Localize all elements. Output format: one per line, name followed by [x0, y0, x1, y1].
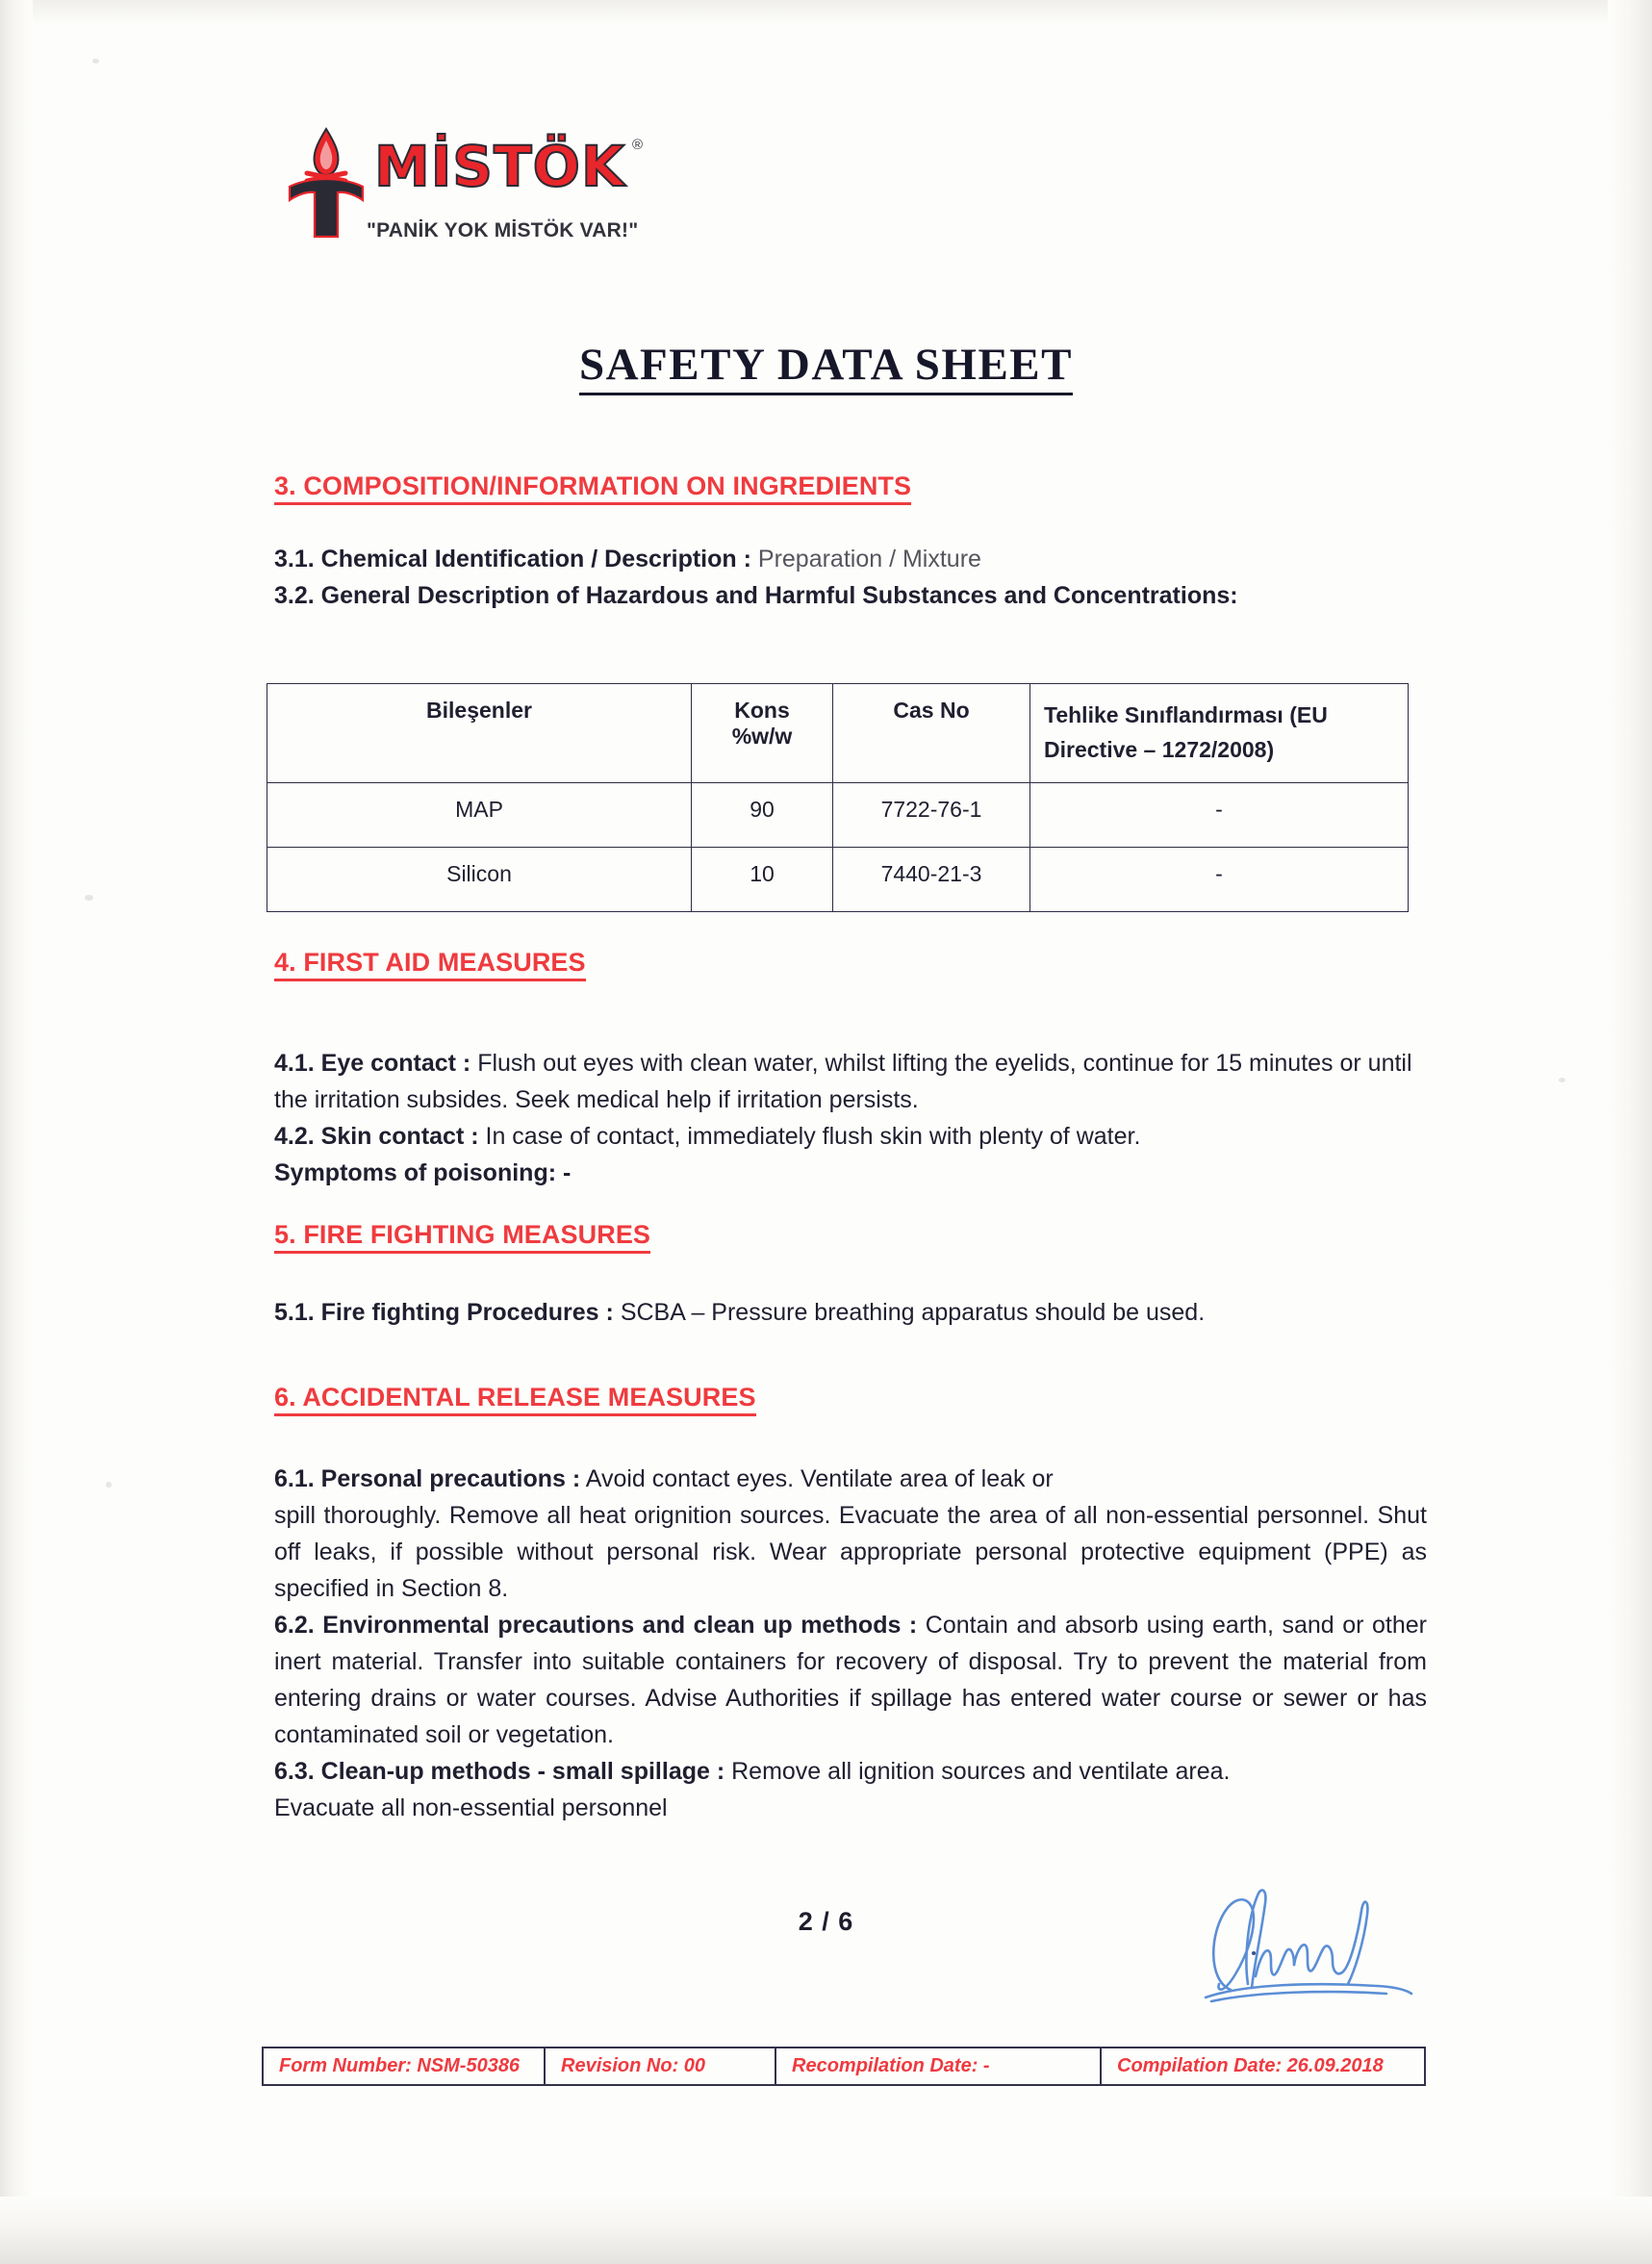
section-6-2-text: Contain and absorb using earth, sand or other inert material. Transfer into suitable containers for recovery of disposal. Try to prevent the material from entering drains or water courses. Advise Authorities if spillage has entered water course or sewer or has contaminated soil or vegetation. [274, 1612, 1427, 1748]
section-4-symptoms-label: Symptoms of poisoning: - [274, 1159, 572, 1186]
footer-recompilation-date: Recompilation Date: - [775, 2048, 1101, 2085]
section-6-2 [274, 1607, 1427, 1753]
footer-compilation-date: Compilation Date: 26.09.2018 [1101, 2048, 1425, 2085]
column-header-hazard-line2: Directive – 1272/2008) [1044, 737, 1275, 762]
section-4-2-text: In case of contact, immediately flush skin with plenty of water. [485, 1123, 1141, 1150]
handwritten-signature [1188, 1876, 1438, 2021]
scan-edge-top [0, 0, 1652, 25]
footer-form-number: Form Number: NSM-50386 [263, 2048, 545, 2085]
scan-speck [92, 59, 99, 64]
section-4-2-label: 4.2. Skin contact : [274, 1123, 479, 1150]
section-4-1 [274, 1045, 1429, 1118]
scan-speck [106, 1482, 112, 1488]
column-header-hazard-line1: Tehlike Sınıflandırması (EU [1044, 702, 1328, 727]
cell-cas-no: 7722-76-1 [833, 783, 1030, 848]
section-6-3-text-continued: Evacuate all non-essential personnel [274, 1794, 668, 1821]
ingredients-table [267, 683, 1409, 912]
cell-hazard-class: - [1030, 783, 1409, 848]
scan-edge-bottom [0, 2197, 1652, 2264]
cell-hazard-class: - [1030, 848, 1409, 912]
table-row [267, 783, 1409, 848]
section-6-2-label: 6.2. Environmental precautions and clean up methods : [274, 1612, 918, 1639]
page-title-text: SAFETY DATA SHEET [579, 340, 1073, 395]
section-heading-3-text: 3. COMPOSITION/INFORMATION ON INGREDIENTS [274, 471, 911, 505]
section-5-1-label: 5.1. Fire fighting Procedures : [274, 1299, 614, 1326]
column-header-concentration-line2: %w/w [731, 724, 793, 749]
company-logo [274, 123, 678, 277]
cell-component: Silicon [267, 848, 692, 912]
column-header-cas-no: Cas No [833, 684, 1030, 783]
section-6-3-text: Remove all ignition sources and ventilate area. [731, 1758, 1231, 1785]
section-3-1-label: 3.1. Chemical Identification / Description : [274, 546, 751, 572]
cell-concentration: 10 [692, 848, 833, 912]
footer-row [263, 2048, 1425, 2085]
flame-extinguisher-icon [274, 125, 378, 239]
cell-concentration: 90 [692, 783, 833, 848]
registered-trademark-icon: ® [632, 137, 644, 153]
section-3-1-value: Preparation / Mixture [757, 546, 981, 572]
cell-cas-no: 7440-21-3 [833, 848, 1030, 912]
section-6-1-first-line [274, 1461, 1427, 1497]
section-heading-4-text: 4. FIRST AID MEASURES [274, 948, 586, 981]
table-header-row [267, 684, 1409, 783]
section-6-1-text: Avoid contact eyes. Ventilate area of leak or [585, 1465, 1054, 1492]
footer-revision-no: Revision No: 00 [545, 2048, 775, 2085]
section-4-1-text: Flush out eyes with clean water, whilst lifting the eyelids, continue for 15 minutes or until the irritation subsides. Seek medical help if irritation persists. [274, 1050, 1412, 1113]
section-6-1-text-continued: spill thoroughly. Remove all heat orignition sources. Evacuate the area of all non-essential personnel. Shut off leaks, if possible without personal risk. Wear appropriate personal protective equipment (PPE) as specified in Section 8. [274, 1502, 1427, 1602]
section-5-1 [274, 1294, 1427, 1331]
section-6-1-continued [274, 1497, 1427, 1607]
column-header-component: Bileşenler [267, 684, 692, 783]
section-3-2-label: 3.2. General Description of Hazardous and Harmful Substances and Concentrations: [274, 582, 1238, 609]
section-3-1 [274, 541, 1427, 577]
section-6-3-continued [274, 1790, 1427, 1826]
section-6-3-label: 6.3. Clean-up methods - small spillage : [274, 1758, 725, 1785]
page-number: 2 / 6 [798, 1907, 854, 1936]
section-heading-5 [274, 1220, 650, 1250]
section-heading-5-text: 5. FIRE FIGHTING MEASURES [274, 1220, 650, 1254]
section-heading-4 [274, 948, 586, 978]
scan-speck [85, 895, 93, 901]
section-heading-6-text: 6. ACCIDENTAL RELEASE MEASURES [274, 1383, 756, 1416]
cell-component: MAP [267, 783, 692, 848]
section-4-1-label: 4.1. Eye contact : [274, 1050, 471, 1077]
column-header-concentration [692, 684, 833, 783]
page-title [0, 339, 1652, 391]
section-5-1-text: SCBA – Pressure breathing apparatus should be used. [620, 1299, 1206, 1326]
column-header-concentration-line1: Kons [734, 698, 790, 723]
section-6-3 [274, 1753, 1427, 1790]
section-4-symptoms [274, 1155, 1427, 1191]
footer-table [262, 2047, 1426, 2086]
logo-tagline: "PANİK YOK MİSTÖK VAR!" [367, 219, 639, 242]
section-4-2 [274, 1118, 1427, 1155]
logo-wordmark: MİSTÖK [374, 134, 625, 199]
section-3-2 [274, 577, 1427, 614]
section-heading-6 [274, 1383, 756, 1412]
table-row [267, 848, 1409, 912]
section-6-1-label: 6.1. Personal precautions : [274, 1465, 581, 1492]
column-header-hazard-class [1030, 684, 1409, 783]
scan-speck [1559, 1078, 1565, 1082]
section-heading-3 [274, 471, 911, 501]
